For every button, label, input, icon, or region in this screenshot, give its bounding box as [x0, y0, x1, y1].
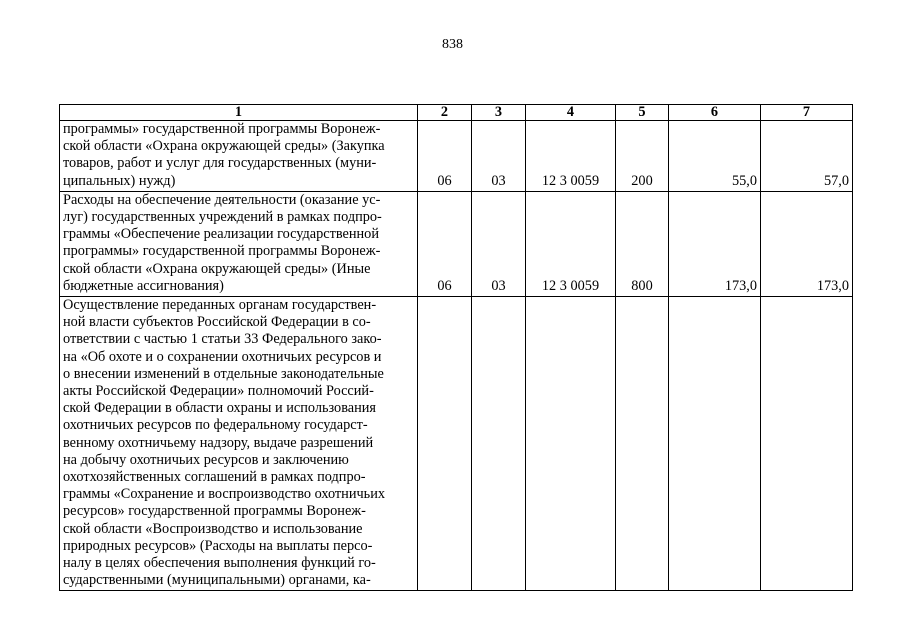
row-amount-2: 173,0 [761, 191, 853, 296]
row-subsection [472, 297, 526, 591]
table-row [60, 191, 853, 296]
column-header-5: 5 [616, 105, 669, 121]
row-section: 06 [418, 191, 472, 296]
budget-table [59, 104, 853, 591]
table-row [60, 297, 853, 591]
page-number: 838 [442, 37, 463, 52]
row-expense-type: 800 [616, 191, 669, 296]
table-header-row [60, 105, 853, 121]
column-header-4: 4 [526, 105, 616, 121]
row-target-article [526, 297, 616, 591]
column-header-7: 7 [761, 105, 853, 121]
row-amount-1: 173,0 [669, 191, 761, 296]
row-amount-2 [761, 297, 853, 591]
row-subsection: 03 [472, 121, 526, 192]
column-header-1: 1 [60, 105, 418, 121]
row-description: Осуществление переданных органам государствен- ной власти субъектов Российской Федерации в со- ответствии с частью 1 статьи 33 Федерального зако- на «Об охоте и о сохранении охотничьих ресурсов и о внесении изменений в отдельные законодательные акты Российской Федерации» полномочий Россий- ской Федерации в области охраны и использования охотничьих ресурсов по федеральному государст- венному охотничьему надзору, выдаче разрешений на добычу охотничьих ресурсов и заключению охотхозяйственных соглашений в рамках подпро- граммы «Сохранение и воспроизводство охотничьих ресурсов» государственной программы Воронеж- ской области «Воспроизводство и использование природных ресурсов» (Расходы на выплаты персо- налу в целях обеспечения выполнения функций го- сударственными (муниципальными) органами, ка- [60, 297, 418, 591]
row-amount-1 [669, 297, 761, 591]
row-expense-type: 200 [616, 121, 669, 192]
row-subsection: 03 [472, 191, 526, 296]
row-target-article: 12 3 0059 [526, 191, 616, 296]
row-expense-type [616, 297, 669, 591]
column-header-2: 2 [418, 105, 472, 121]
row-description: Расходы на обеспечение деятельности (оказание ус- луг) государственных учреждений в рамках подпро- граммы «Обеспечение реализации государственной программы» государственной программы Воронеж- ской области «Охрана окружающей среды» (Иные бюджетные ассигнования) [60, 191, 418, 296]
row-section [418, 297, 472, 591]
row-section: 06 [418, 121, 472, 192]
table-row [60, 121, 853, 192]
column-header-6: 6 [669, 105, 761, 121]
row-description: программы» государственной программы Воронеж- ской области «Охрана окружающей среды» (Закупка товаров, работ и услуг для государственных (муни- ципальных) нужд) [60, 121, 418, 192]
column-header-3: 3 [472, 105, 526, 121]
row-amount-1: 55,0 [669, 121, 761, 192]
row-amount-2: 57,0 [761, 121, 853, 192]
row-target-article: 12 3 0059 [526, 121, 616, 192]
